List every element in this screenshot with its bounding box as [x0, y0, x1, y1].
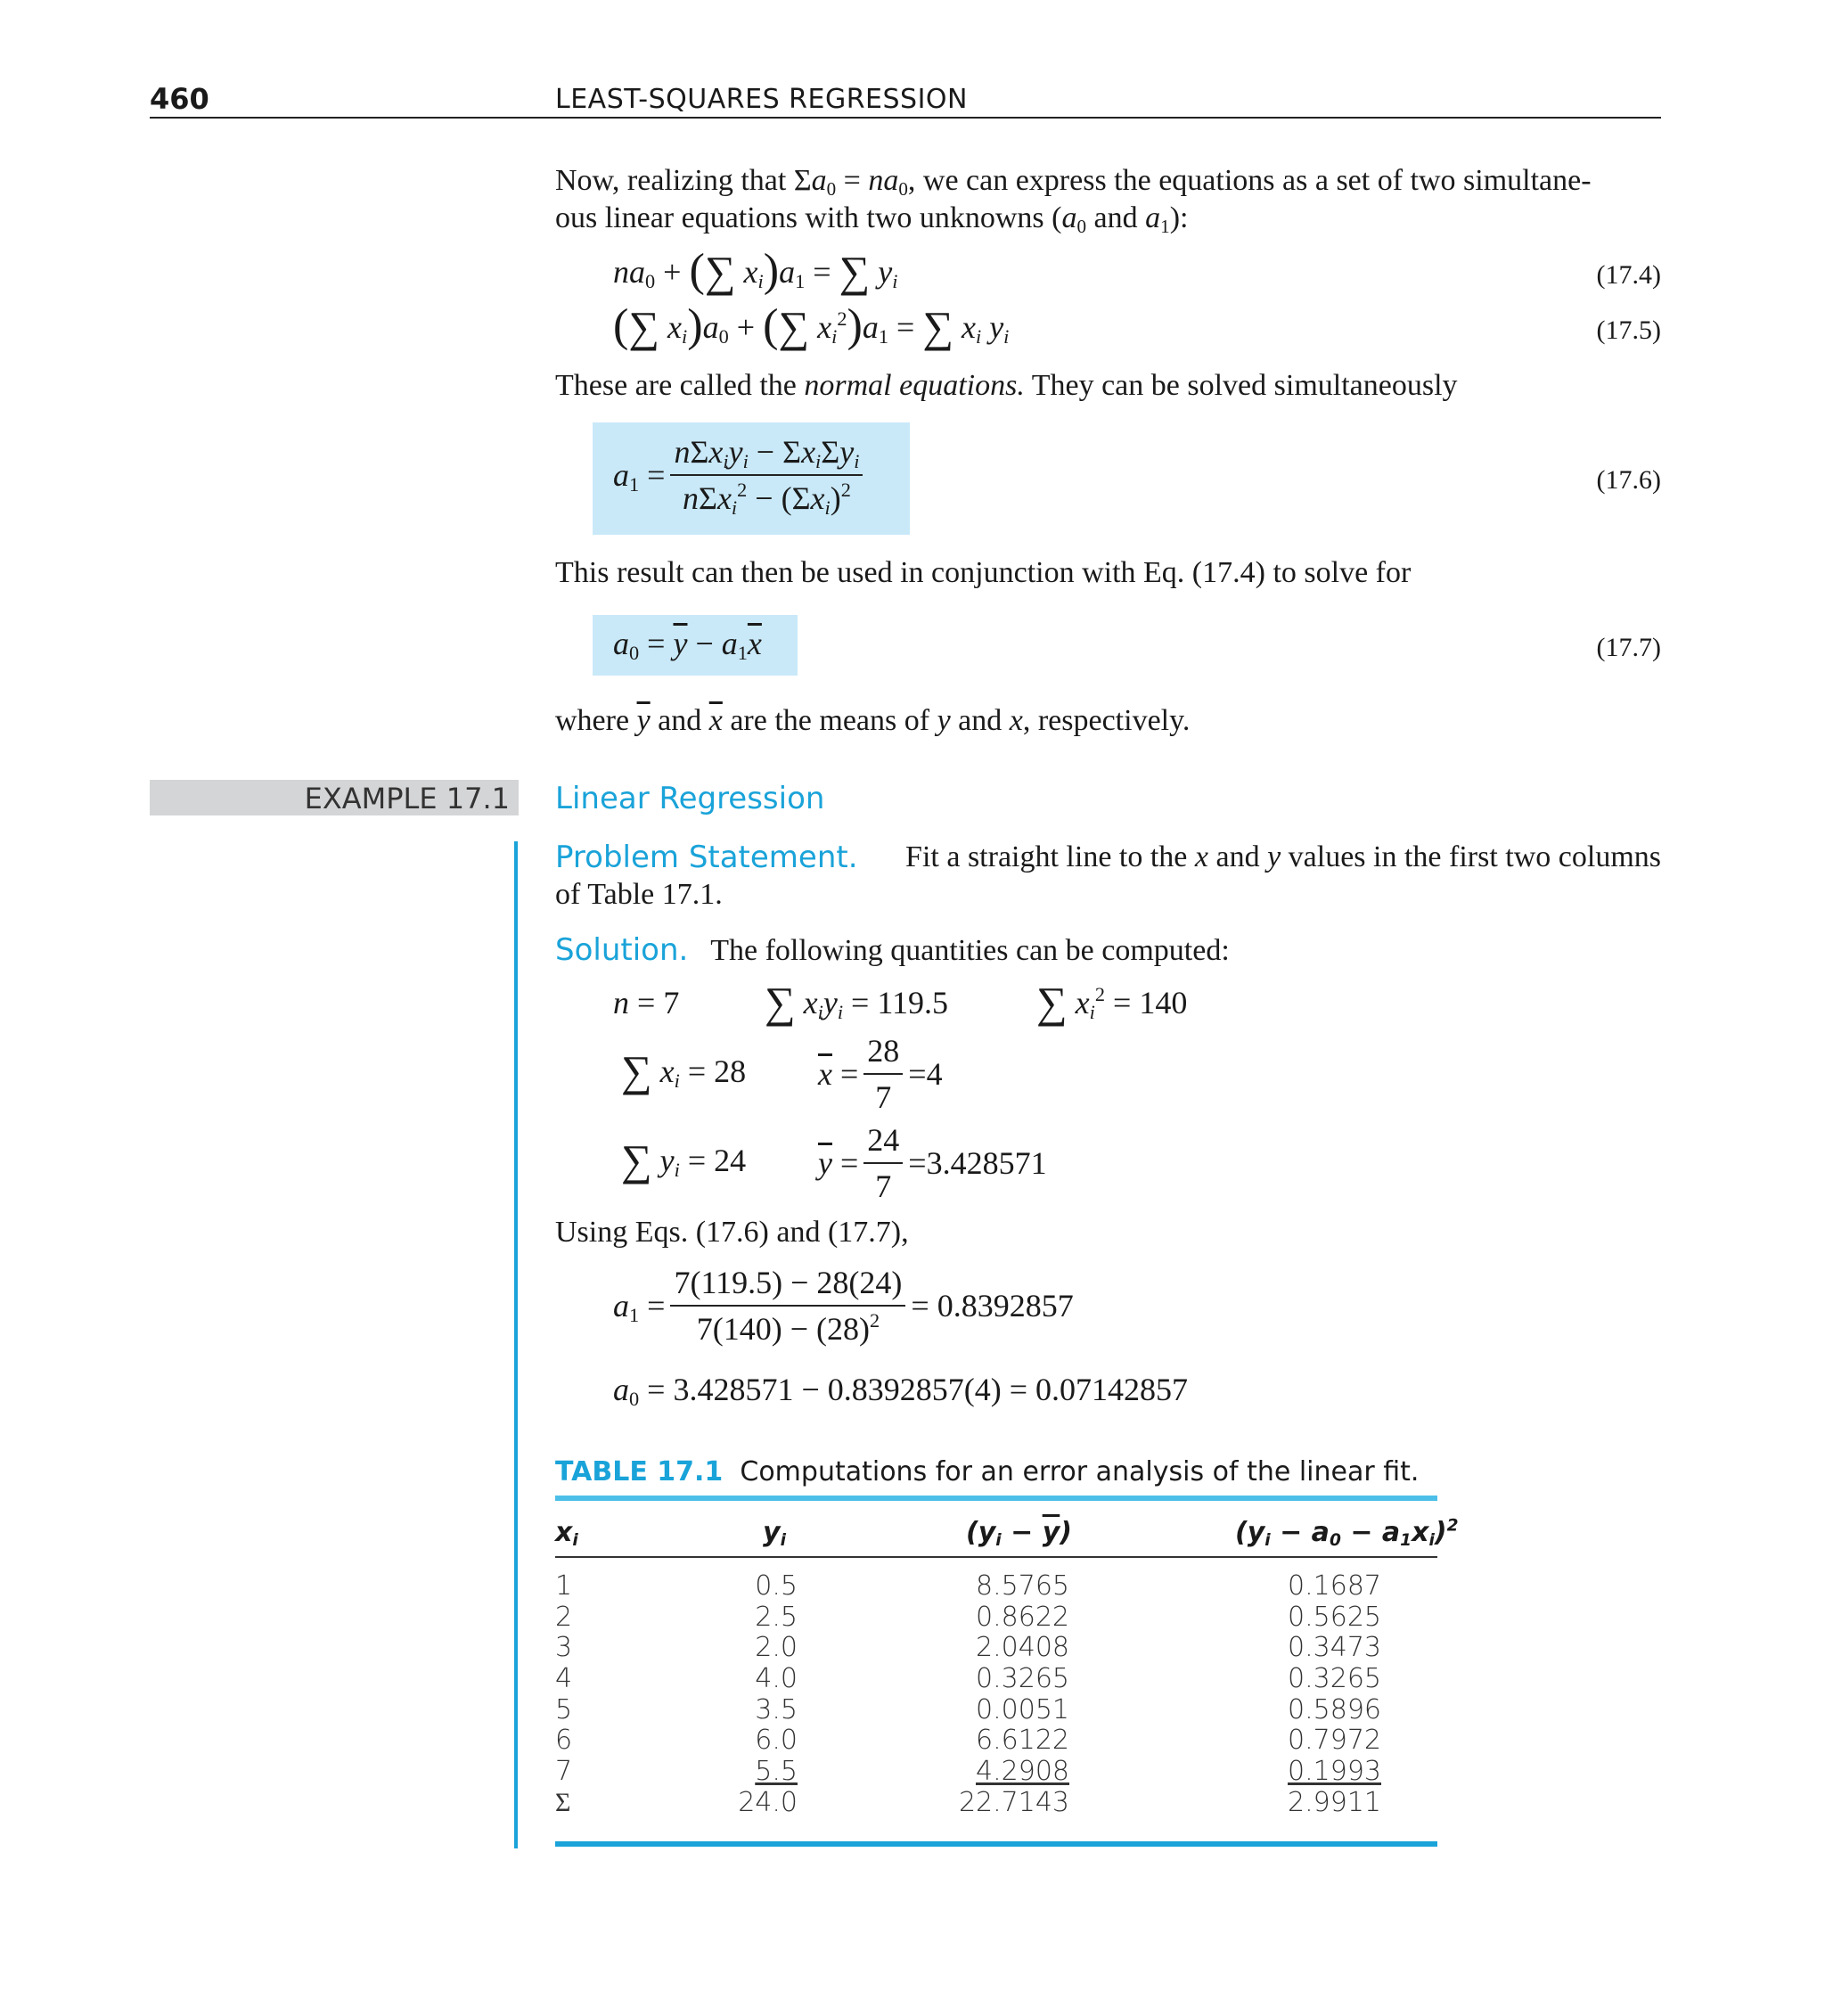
problem-heading: Problem Statement.: [555, 840, 858, 875]
a1-computation: $a_1$ = $\frac{7(119.5) - 28(24)}{7(140) - (28)^2}$ = 0.8392857: [613, 1265, 1074, 1347]
y-column: [731, 1571, 798, 1819]
table-cell: 0.5896: [1288, 1693, 1381, 1725]
table-cell: 0.1993: [1288, 1756, 1381, 1788]
table-cell: 8.5765: [976, 1570, 1069, 1602]
header-rule: [150, 117, 1661, 119]
a0-computation: $a_0 = 3.428571 - 0.8392857(4) = 0.07142857$: [613, 1372, 1189, 1411]
x-column: [555, 1571, 591, 1819]
solution-heading: Solution.: [555, 932, 689, 968]
table-cell: 2.0: [755, 1632, 798, 1664]
equation-17-5: (∑ $x_i)a_0$ + (∑ $x_i^2)a_1$ = ∑ $x_i$ $y_i$: [613, 299, 1010, 352]
table-cell: 2.5: [755, 1601, 798, 1633]
deviation-column: [945, 1571, 1069, 1819]
table-cell: 3.5: [755, 1693, 798, 1725]
example-title: Linear Regression: [555, 781, 825, 816]
running-title: LEAST-SQUARES REGRESSION: [555, 84, 968, 115]
intro-line-2: ous linear equations with two unknowns ($a_0$ and $a_1$):: [555, 201, 1189, 237]
equation-number: (17.5): [1596, 316, 1661, 345]
example-label: EXAMPLE 17.1: [304, 782, 510, 815]
table-cell: 0.5625: [1288, 1601, 1381, 1633]
table-cell: 4.2908: [976, 1756, 1069, 1788]
table-cell: 5.5: [755, 1756, 798, 1788]
residual-column: [1265, 1571, 1381, 1819]
quantity-xbar: $\overline{x}$ = $\frac{28}{7}$ = 4: [818, 1033, 943, 1115]
page-number: 460: [150, 82, 209, 116]
column-header-deviation: $(y_i - \overline{y})$: [966, 1517, 1072, 1551]
table-cell: 0.3265: [976, 1663, 1069, 1695]
column-header-residual: $(y_i - a_0 - a_1x_i)^2$: [1235, 1516, 1459, 1551]
table-cell: 2: [555, 1601, 573, 1633]
column-header-y: $y_i$: [763, 1517, 786, 1551]
table-cell: 24.0: [738, 1786, 798, 1818]
intro-paragraph: [555, 162, 1661, 237]
table-cell: 0.3265: [1288, 1663, 1381, 1695]
example-side-rule: [514, 841, 518, 1848]
problem-text-line-2: of Table 17.1.: [555, 878, 723, 911]
table-cell: 6.6122: [976, 1725, 1069, 1757]
table-cell: 0.5: [755, 1570, 798, 1602]
equation-number: (17.7): [1596, 633, 1661, 662]
problem-text-line-1: Fit a straight line to the x and y values in the first two columns: [905, 840, 1661, 873]
table-cell: 0.7972: [1288, 1725, 1381, 1757]
quantity-sum-y: ∑ $y_i = 24$: [621, 1135, 747, 1184]
table-cell: 2.0408: [976, 1632, 1069, 1664]
equation-17-6: $a_1$ = $\frac{n\Sigma x_iy_i - \Sigma x_i\Sigma y_i}{n\Sigma x_i^2 - (\Sigma x_i)^2}$: [613, 433, 868, 517]
table-cell: Σ: [555, 1787, 571, 1817]
quantity-sum-x2: ∑ $x_i^2 = 140$: [1036, 978, 1188, 1027]
equation-number: (17.6): [1596, 465, 1661, 495]
problem-statement: [555, 839, 1661, 914]
using-sentence: Using Eqs. (17.6) and (17.7),: [555, 1216, 909, 1249]
equation-number: (17.4): [1596, 260, 1661, 290]
table-cell: 1: [555, 1570, 573, 1602]
column-header-x: $x_i$: [555, 1517, 578, 1551]
quantity-ybar: $\overline{y}$ = $\frac{24}{7}$ = 3.428571: [818, 1122, 1047, 1204]
quantity-sum-x: ∑ $x_i = 28$: [621, 1046, 747, 1095]
solution-text: The following quantities can be computed:: [710, 934, 1230, 967]
intro-line-1: Now, realizing that $\Sigma a_0 = na_0$, we can express the equations as a set of two simultane-: [555, 164, 1592, 200]
a1-formula-fraction: $\frac{n\Sigma x_iy_i - \Sigma x_i\Sigma y_i}{n\Sigma x_i^2 - (\Sigma x_i)^2}$: [670, 433, 863, 517]
table-cell: 6: [555, 1725, 573, 1757]
table-header-rule: [555, 1556, 1437, 1558]
table-cell: 2.9911: [1288, 1786, 1381, 1818]
quantity-n: n = 7: [613, 985, 680, 1020]
solution-line: [555, 931, 1230, 970]
table-cell: 0.1687: [1288, 1570, 1381, 1602]
table-cell: 7: [555, 1756, 573, 1788]
table-cell: 4: [555, 1663, 573, 1695]
means-sentence: where $\overline{y}$ and $\overline{x}$ are the means of y and x, respectively.: [555, 704, 1191, 737]
table-cell: 0.8622: [976, 1601, 1069, 1633]
table-cell: 0.0051: [976, 1693, 1069, 1725]
table-cell: 22.7143: [958, 1786, 1069, 1818]
quantity-sum-xy: ∑ $x_iy_i = 119.5$: [765, 978, 949, 1027]
result-sentence: This result can then be used in conjunction with Eq. (17.4) to solve for: [555, 556, 1412, 589]
normal-equations-sentence: These are called the normal equations. They can be solved simultaneously: [555, 369, 1458, 402]
table-bottom-rule: [555, 1841, 1437, 1847]
table-cell: 4.0: [755, 1663, 798, 1695]
table-cell: 0.3473: [1288, 1632, 1381, 1664]
equation-17-7: $a_0 = \overline{y} - a_1\overline{x}$: [613, 626, 762, 665]
table-cell: 3: [555, 1632, 573, 1664]
equation-17-4: $na_0$ + (∑ $x_i)a_1$ = ∑ $y_i$: [613, 244, 898, 297]
table-cell: 5: [555, 1693, 573, 1725]
table-caption: TABLE 17.1 Computations for an error analysis of the linear fit.: [555, 1456, 1420, 1487]
table-cell: 6.0: [755, 1725, 798, 1757]
table-top-rule: [555, 1496, 1437, 1501]
